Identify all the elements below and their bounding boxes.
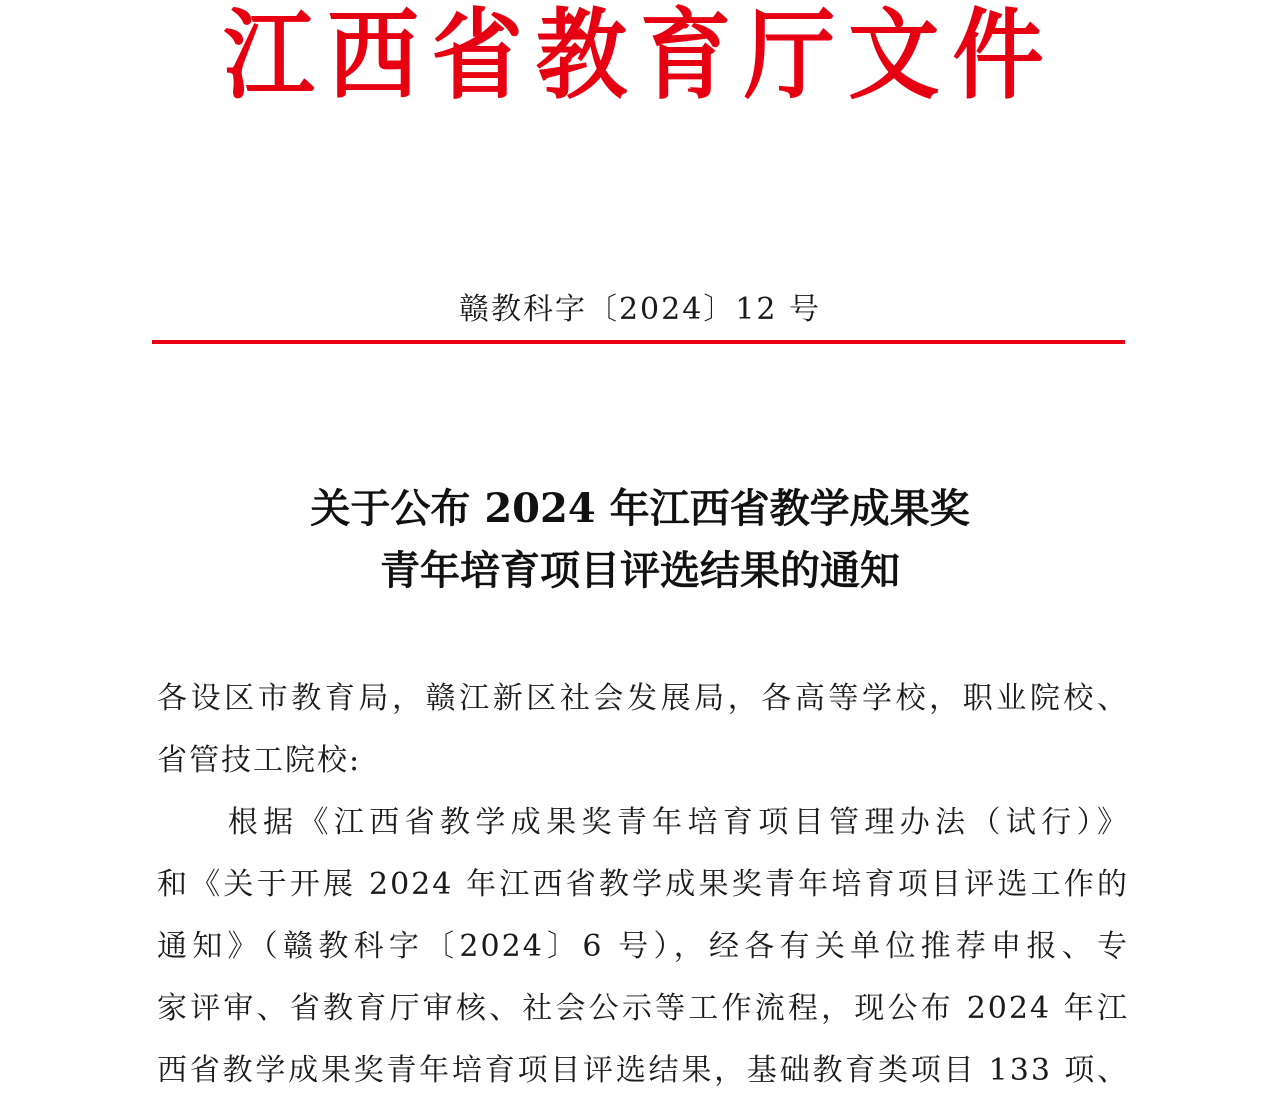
document-title-line-2: 青年培育项目评选结果的通知 — [380, 547, 900, 594]
body-paragraph — [157, 792, 1129, 1102]
paragraph-line-3: 通知》（赣教科字〔2024〕6 号），经各有关单位推荐申报、专 — [157, 929, 1129, 964]
salutation — [157, 668, 1129, 792]
salutation-line-2: 省管技工院校: — [157, 743, 362, 778]
document-title-line-1: 关于公布 2024 年江西省教学成果奖 — [310, 485, 970, 532]
document-title — [0, 478, 1280, 602]
paragraph-line-4: 家评审、省教育厅审核、社会公示等工作流程，现公布 2024 年江 — [157, 991, 1129, 1026]
salutation-line-1: 各设区市教育局，赣江新区社会发展局，各高等学校，职业院校、 — [157, 681, 1129, 716]
paragraph-line-5: 西省教学成果奖青年培育项目评选结果，基础教育类项目 133 项、 — [157, 1053, 1129, 1088]
paragraph-line-2: 和《关于开展 2024 年江西省教学成果奖青年培育项目评选工作的 — [157, 867, 1129, 902]
red-separator-line — [152, 340, 1125, 344]
paragraph-line-1: 根据《江西省教学成果奖青年培育项目管理办法（试行）》 — [157, 805, 1129, 840]
organization-header: 江西省教育厅文件 — [223, 0, 1057, 113]
document-number: 赣教科字〔2024〕12 号 — [458, 292, 822, 327]
